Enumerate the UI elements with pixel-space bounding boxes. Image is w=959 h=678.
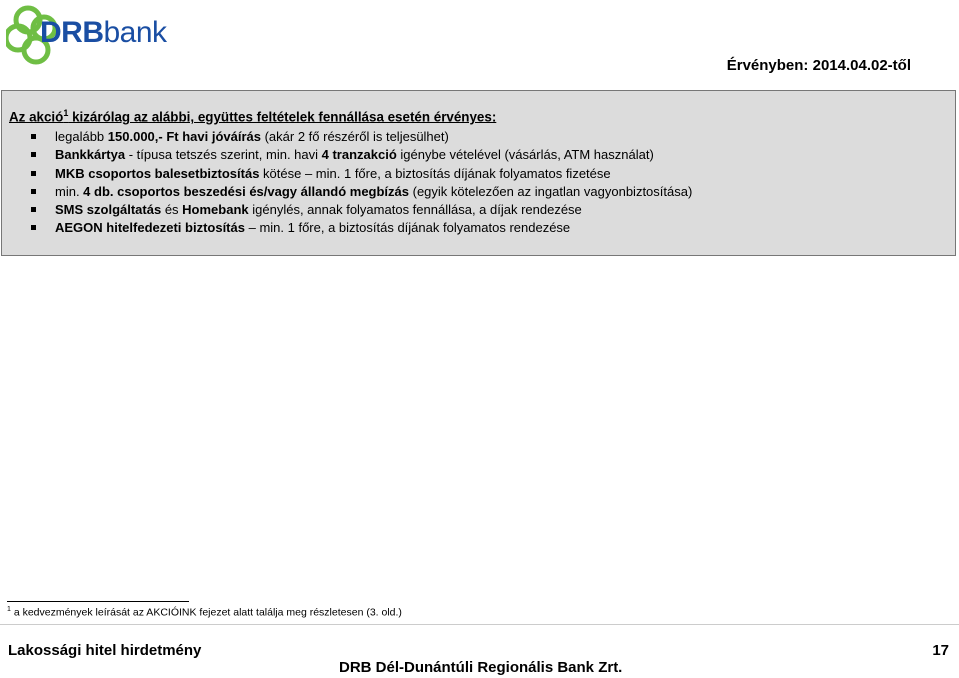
condition-item: MKB csoportos balesetbiztosítás kötése – min. 1 főre, a biztosítás díjának folyamatos fizetése	[28, 165, 692, 183]
conditions-box	[1, 90, 956, 256]
drb-bank-logo	[6, 2, 167, 70]
conditions-title: Az akció$^1$ kizárólag az alábbi, együttes feltételek fennállása esetén érvényes:	[9, 108, 497, 125]
logo-wordmark: DRBbank	[40, 16, 167, 49]
condition-item: min. 4 db. csoportos beszedési és/vagy állandó megbízás (egyik kötelezően az ingatlan vagyonbiztosítása)	[28, 183, 692, 201]
footer-document-title: Lakossági hitel hirdetmény	[8, 642, 202, 659]
validity-date: Érvényben: 2014.04.02-től	[726, 57, 911, 74]
condition-item: SMS szolgáltatás és Homebank igénylés, annak folyamatos fennállása, a díjak rendezése	[28, 201, 692, 219]
page-number: 17	[932, 642, 949, 659]
footnote: $^1$ a kedvezmények leírását az AKCIÓINK fejezet alatt találja meg részletesen (3. old.)	[7, 606, 402, 619]
footnote-divider	[7, 601, 189, 602]
conditions-list	[28, 128, 692, 238]
condition-item: Bankkártya - típusa tetszés szerint, min. havi 4 tranzakció igénybe vételével (vásárlás, ATM használat)	[28, 146, 692, 164]
footer-bank-name: DRB Dél-Dunántúli Regionális Bank Zrt.	[339, 659, 623, 676]
condition-item: legalább 150.000,- Ft havi jóváírás (akár 2 fő részéről is teljesülhet)	[28, 128, 692, 146]
footnote-ref: 1	[63, 108, 69, 118]
footer-divider	[0, 624, 959, 625]
condition-item: AEGON hitelfedezeti biztosítás – min. 1 főre, a biztosítás díjának folyamatos rendezése	[28, 219, 692, 237]
